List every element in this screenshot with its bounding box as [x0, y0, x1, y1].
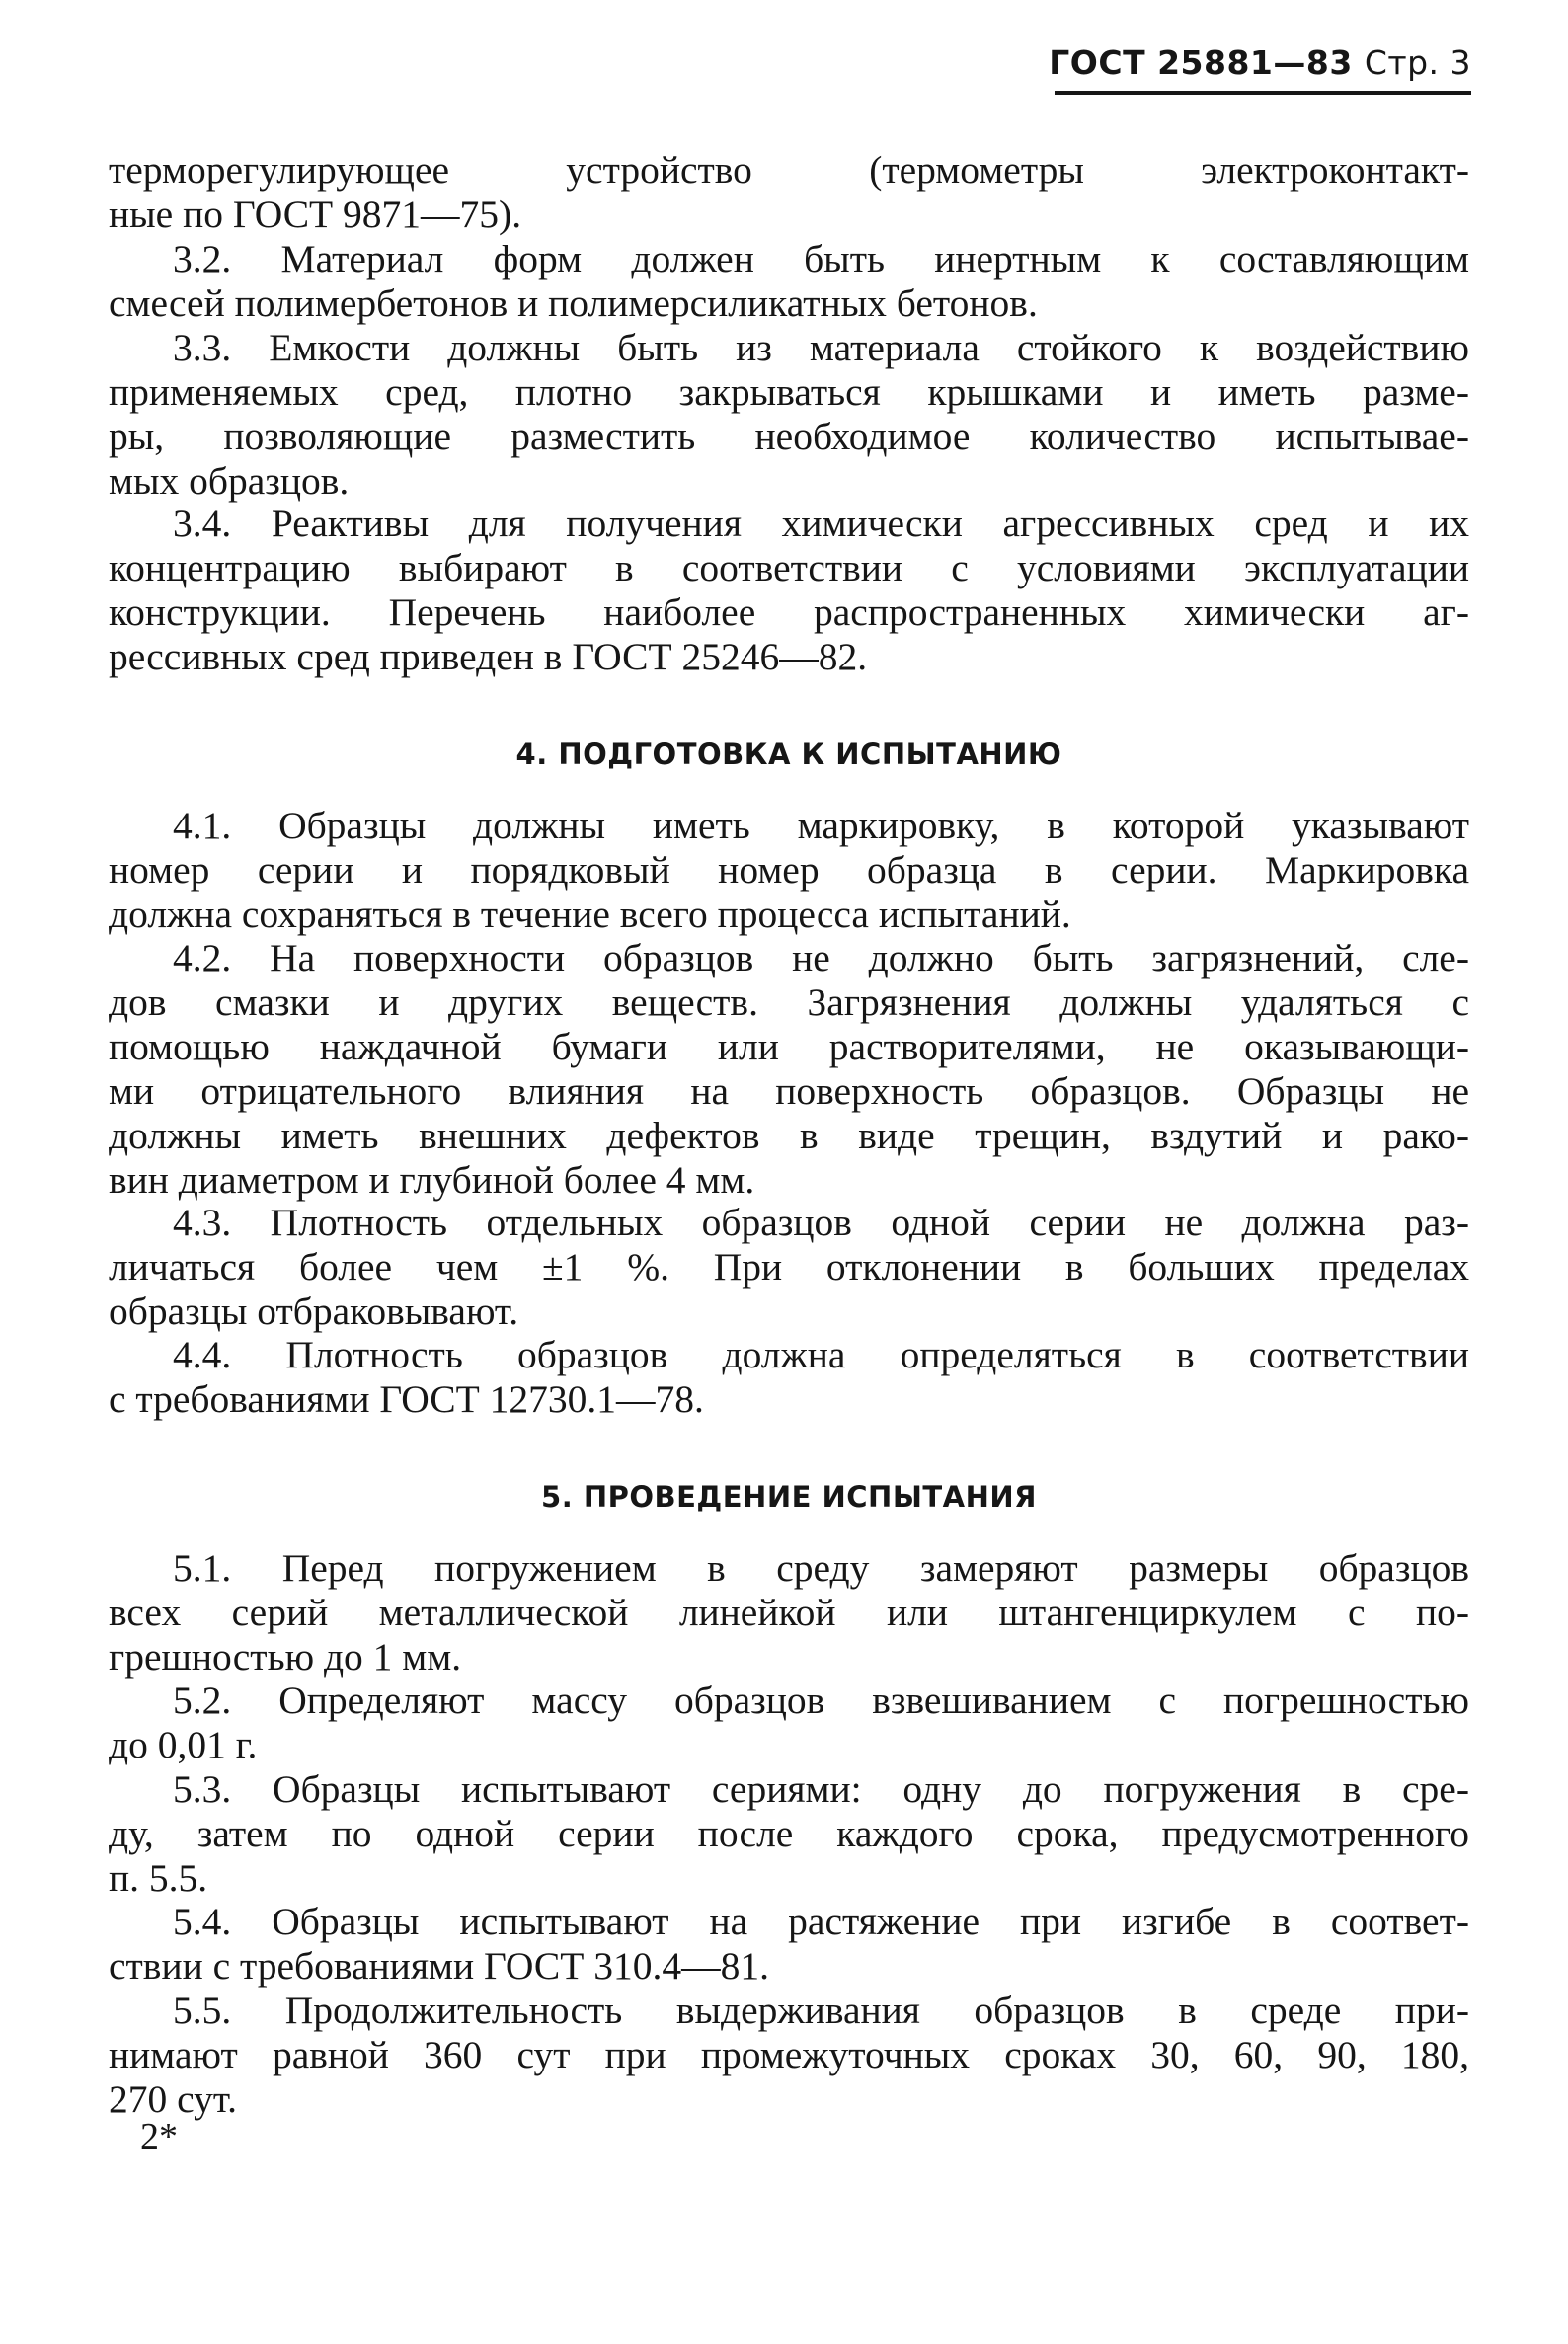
paragraph-4-1 [109, 804, 1469, 937]
section-5-title: 5. ПРОВЕДЕНИЕ ИСПЫТАНИЯ [541, 1480, 1037, 1514]
text-line: 5.4. Образцы испытывают на растяжение при изгибе в соответ- [173, 1900, 1469, 1943]
text-line: номер серии и порядковый номер образца в серии. Маркировка [109, 848, 1469, 892]
text-line: 4.1. Образцы должны иметь маркировку, в которой указывают [173, 804, 1469, 847]
text-line: вин диаметром и глубиной более 4 мм. [109, 1158, 755, 1202]
page-header [1047, 43, 1471, 83]
paragraph-4-3 [109, 1201, 1469, 1334]
text-line: 3.2. Материал форм должен быть инертным к составляющим [173, 237, 1469, 280]
text-line: 270 сут. [109, 2077, 238, 2121]
text-line: 3.4. Реактивы для получения химически агрессивных сред и их [173, 502, 1469, 545]
text-line: мых образцов. [109, 459, 350, 503]
text-line: 4.2. На поверхности образцов не должно быть загрязнений, сле- [173, 936, 1469, 979]
paragraph-4-4 [109, 1333, 1469, 1422]
text-line: 5.2. Определяют массу образцов взвешиванием с погрешностью [173, 1679, 1469, 1722]
paragraph-5-1 [109, 1546, 1469, 1680]
paragraph-5-5 [109, 1989, 1469, 2122]
text-line: п. 5.5. [109, 1856, 208, 1900]
text-line: ры, позволяющие разместить необходимое количество испытывае- [109, 415, 1469, 458]
paragraph-5-4 [109, 1900, 1469, 1989]
text-line: 3.3. Емкости должны быть из материала стойкого к воздействию [173, 326, 1469, 369]
text-line: применяемых сред, плотно закрываться крышками и иметь разме- [109, 370, 1469, 414]
text-line: рессивных сред приведен в ГОСТ 25246—82. [109, 635, 868, 678]
text-line: смесей полимербетонов и полимерсиликатных бетонов. [109, 281, 1038, 325]
paragraph-5-2 [109, 1679, 1469, 1767]
text-line: 4.4. Плотность образцов должна определяться в соответствии [173, 1333, 1469, 1376]
text-line: конструкции. Перечень наиболее распространенных химически аг- [109, 590, 1469, 634]
header-rule [1055, 91, 1471, 95]
text-line: должны иметь внешних дефектов в виде трещин, вздутий и рако- [109, 1114, 1469, 1157]
text-line: терморегулирующее устройство (термометры электроконтакт- [109, 148, 1469, 192]
paragraph-3-4 [109, 502, 1469, 679]
text-line: образцы отбраковывают. [109, 1289, 519, 1333]
text-line: ные по ГОСТ 9871—75). [109, 193, 522, 236]
text-line: личаться более чем ±1 %. При отклонении в больших пределах [109, 1245, 1469, 1289]
text-line: 5.3. Образцы испытывают сериями: одну до погружения в сре- [173, 1767, 1469, 1811]
text-line: дов смазки и других веществ. Загрязнения должны удаляться с [109, 980, 1469, 1024]
text-line: 4.3. Плотность отдельных образцов одной серии не должна раз- [173, 1201, 1469, 1244]
text-line: должна сохраняться в течение всего процесса испытаний. [109, 893, 1071, 936]
text-line: грешностью до 1 мм. [109, 1635, 462, 1679]
text-line: 5.5. Продолжительность выдерживания образцов в среде при- [173, 1989, 1469, 2032]
paragraph-3-2 [109, 237, 1469, 326]
paragraph-3-1-continuation [109, 148, 1469, 237]
section-4-title: 4. ПОДГОТОВКА К ИСПЫТАНИЮ [515, 738, 1062, 771]
paragraph-5-3 [109, 1767, 1469, 1901]
text-line: 5.1. Перед погружением в среду замеряют размеры образцов [173, 1546, 1469, 1590]
text-line: всех серий металлической линейкой или штангенциркулем с по- [109, 1591, 1469, 1634]
page-number: Стр. 3 [1364, 43, 1471, 82]
paragraph-3-3 [109, 326, 1469, 504]
paragraph-4-2 [109, 936, 1469, 1203]
text-line: концентрацию выбирают в соответствии с условиями эксплуатации [109, 546, 1469, 589]
text-line: ду, затем по одной серии после каждого срока, предусмотренного [109, 1812, 1469, 1855]
doc-id: ГОСТ 25881—83 [1049, 43, 1353, 82]
text-line: с требованиями ГОСТ 12730.1—78. [109, 1377, 704, 1421]
text-line: нимают равной 360 сут при промежуточных сроках 30, 60, 90, 180, [109, 2033, 1469, 2076]
text-line: помощью наждачной бумаги или растворителями, не оказывающи- [109, 1025, 1469, 1068]
signature-mark: 2* [140, 2116, 178, 2157]
text-line: ми отрицательного влияния на поверхность образцов. Образцы не [109, 1069, 1469, 1113]
text-line: до 0,01 г. [109, 1723, 258, 1766]
text-line: ствии с требованиями ГОСТ 310.4—81. [109, 1944, 769, 1988]
